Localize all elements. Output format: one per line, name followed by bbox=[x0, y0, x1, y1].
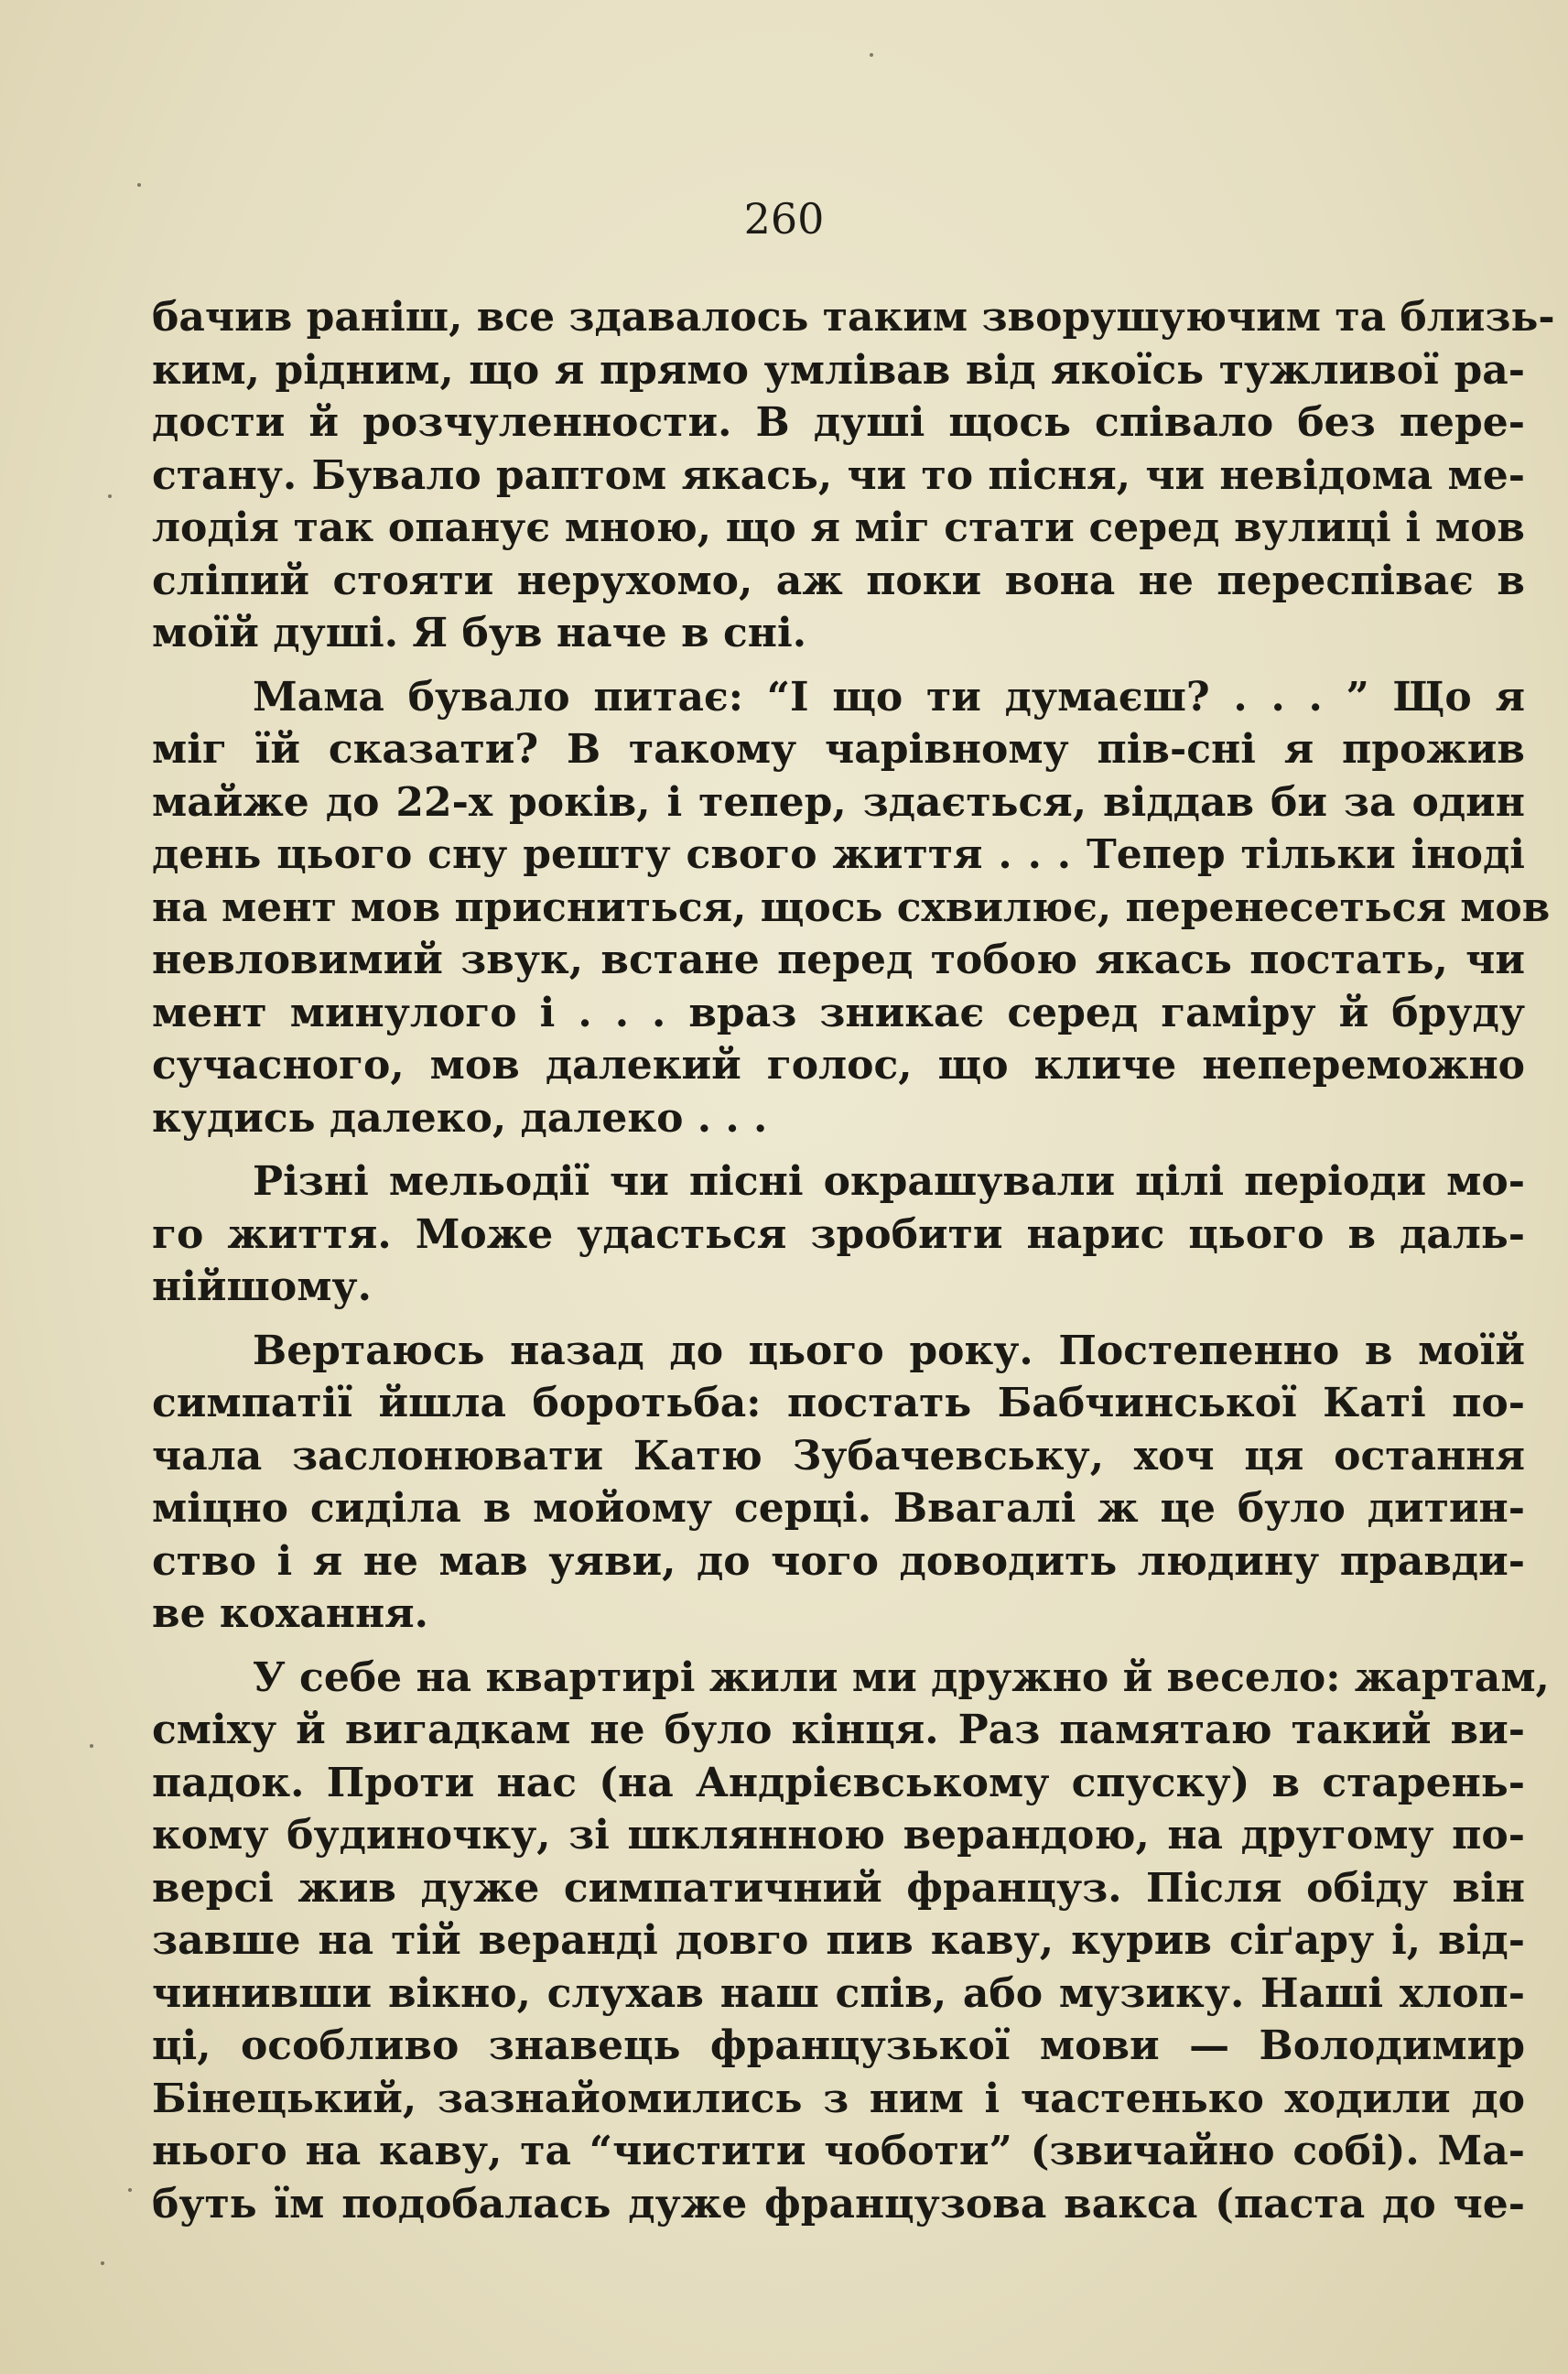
text-line: день цього сну решту свого життя . . . Тепер тільки іноді bbox=[152, 831, 1525, 878]
text-line: го життя. Може удасться зробити нарис цього в даль- bbox=[152, 1210, 1525, 1258]
page-number: 260 bbox=[743, 194, 825, 244]
text-line: сучасного, мов далекий голос, що кличе непереможно bbox=[152, 1042, 1525, 1089]
paper-speck bbox=[870, 53, 873, 57]
text-line: на мент мов присниться, щось схвилює, перенесеться мов bbox=[152, 883, 1551, 931]
paragraph bbox=[152, 1652, 1550, 2231]
text-line: чинивши вікно, слухав наш спів, або музику. Наші хлоп- bbox=[152, 1969, 1525, 2017]
text-line: бачив раніш, все здавалось таким зворушуючим та близь- bbox=[152, 294, 1555, 341]
text-line: нього на каву, та “чистити чоботи” (звичайно собі). Ма- bbox=[152, 2128, 1525, 2174]
text-line: сміху й вигадкам не було кінця. Раз памятаю такий ви- bbox=[152, 1707, 1525, 1753]
paper-speck bbox=[108, 494, 112, 498]
paragraph bbox=[152, 291, 1555, 660]
text-line: У себе на квартирі жили ми дружно й весело: жартам, bbox=[253, 1653, 1550, 1701]
text-line: моїй душі. Я був наче в сні. bbox=[152, 610, 807, 656]
paragraph bbox=[152, 1155, 1525, 1314]
text-line: симпатії йшла боротьба: постать Бабчинської Каті по- bbox=[152, 1380, 1525, 1426]
text-line: чала заслонювати Катю Зубачевську, хоч ця остання bbox=[152, 1432, 1525, 1480]
text-line: ким, рідним, що я прямо умлівав від якоїсь тужливої ра- bbox=[152, 346, 1525, 394]
text-line: нійшому. bbox=[152, 1263, 372, 1310]
paper-speck bbox=[90, 1744, 93, 1748]
text-line: майже до 22-х років, і тепер, здається, віддав би за один bbox=[152, 778, 1525, 826]
text-line: ці, особливо знавець французької мови — Володимир bbox=[152, 2022, 1525, 2069]
paper-speck bbox=[101, 2261, 104, 2265]
text-line: кому будиночку, зі шклянною верандою, на другому по- bbox=[152, 1812, 1525, 1859]
paper-speck bbox=[137, 183, 141, 187]
text-line: Різні мельодії чи пісні окрашували цілі періоди мо- bbox=[253, 1158, 1525, 1205]
text-line: міцно сиділа в мойому серці. Ввагалі ж це було дитин- bbox=[152, 1485, 1525, 1532]
text-line: ство і я не мав уяви, до чого доводить людину правди- bbox=[152, 1537, 1525, 1585]
text-line: Мама бувало питає: “І що ти думаєш? . . . ” Що я bbox=[253, 673, 1525, 721]
text-line: кудись далеко, далеко . . . bbox=[152, 1094, 768, 1142]
text-line: лодія так опанує мною, що я міг стати серед вулиці і мов bbox=[152, 504, 1525, 551]
text-line: невловимий звук, встане перед тобою якась постать, чи bbox=[152, 937, 1525, 983]
text-line: буть їм подобалась дуже французова вакса (паста до че- bbox=[152, 2180, 1525, 2228]
paper-speck bbox=[128, 2188, 132, 2192]
paragraph bbox=[152, 1325, 1525, 1641]
text-line: сліпий стояти нерухомо, аж поки вона не переспіває в bbox=[152, 557, 1525, 604]
body-text bbox=[152, 291, 1555, 2230]
text-line: дости й розчуленности. В душі щось співало без пере- bbox=[152, 399, 1525, 446]
text-line: Вертаюсь назад до цього року. Постепенно в моїй bbox=[253, 1327, 1525, 1374]
text-line: завше на тій веранді довго пив каву, курив сіґару і, від- bbox=[152, 1917, 1525, 1964]
text-line: міг їй сказати? В такому чарівному пів-сні я прожив bbox=[152, 726, 1525, 773]
text-line: ве кохання. bbox=[152, 1590, 428, 1637]
text-line: мент минулого і . . . враз зникає серед гаміру й бруду bbox=[152, 989, 1525, 1036]
text-line: падок. Проти нас (на Андрієвському спуску) в старень- bbox=[152, 1759, 1525, 1806]
text-line: Бінецький, зазнайомились з ним і частенько ходили до bbox=[152, 2075, 1525, 2122]
text-line: версі жив дуже симпатичний француз. Після обіду він bbox=[152, 1864, 1525, 1912]
text-line: стану. Бувало раптом якась, чи то пісня, чи невідома ме- bbox=[152, 451, 1525, 499]
paragraph bbox=[152, 671, 1551, 1145]
